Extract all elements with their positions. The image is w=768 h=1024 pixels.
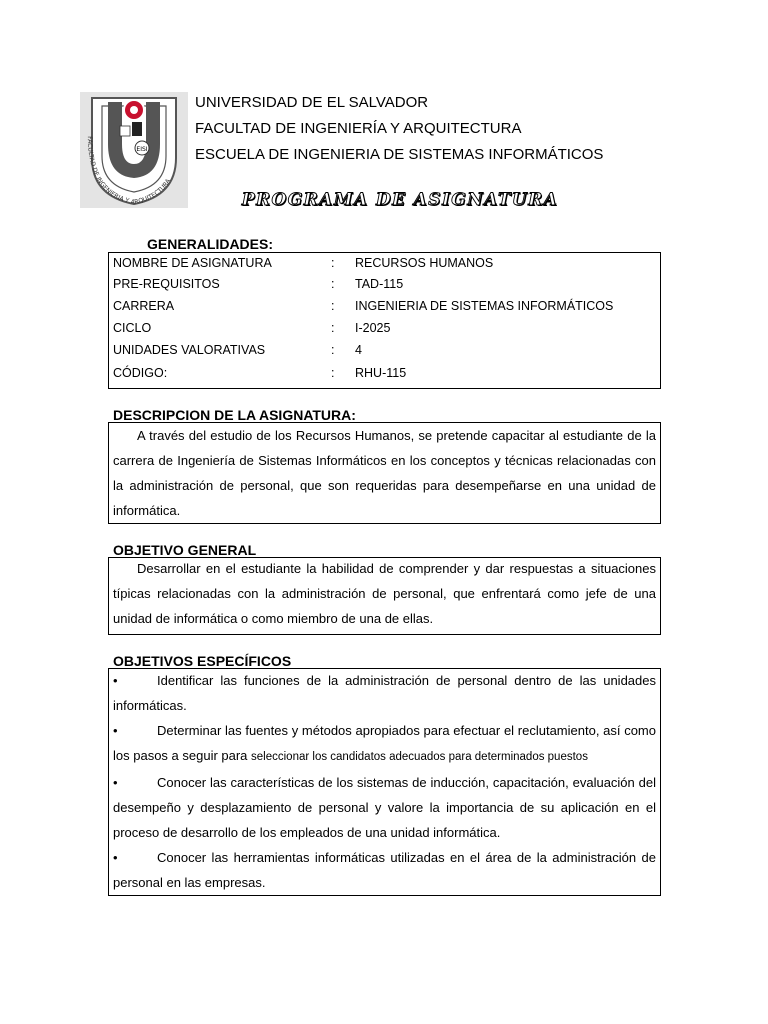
- logo-text: EISI: [136, 146, 148, 153]
- descripcion-heading: DESCRIPCION DE LA ASIGNATURA:: [113, 407, 356, 423]
- gen-colon: :: [331, 366, 335, 380]
- gen-value: RHU-115: [355, 366, 407, 380]
- gen-label: PRE-REQUISITOS: [113, 277, 220, 291]
- bullet-icon: •: [113, 775, 118, 790]
- list-item: [113, 845, 656, 895]
- objective-text: Identificar las funciones de la administración de personal dentro de las unidades informáticas.: [113, 673, 656, 713]
- descripcion-box: [108, 422, 661, 524]
- descripcion-text: A través del estudio de los Recursos Humanos, se pretende capacitar al estudiante de la carrera de Ingeniería de Sistemas Informáticos en los conceptos y técnicas relacionadas con la administración de personal, que son requeridas para desempeñarse en una unidad de informática.: [113, 428, 656, 518]
- page-title-text: PROGRAMA DE ASIGNATURA: [241, 190, 559, 210]
- bullet-icon: •: [113, 673, 118, 688]
- list-item: [113, 718, 656, 770]
- school-name: ESCUELA DE INGENIERIA DE SISTEMAS INFORMÁTICOS: [195, 146, 604, 163]
- university-name: UNIVERSIDAD DE EL SALVADOR: [195, 94, 429, 111]
- objetivos-especificos-heading: OBJETIVOS ESPECÍFICOS: [113, 653, 292, 669]
- gen-label: CARRERA: [113, 299, 175, 313]
- objective-text: Conocer las características de los sistemas de inducción, capacitación, evaluación del desempeño y desplazamiento de personal y valore la importancia de su aplicación en el proceso de desarrollo de los empleados de una unidad informática.: [113, 775, 656, 840]
- objetivos-list: [113, 668, 656, 895]
- gen-colon: :: [331, 256, 335, 270]
- objective-text-small: seleccionar los candidatos adecuados para determinados puestos: [251, 751, 588, 763]
- gen-value: 4: [355, 343, 362, 357]
- gen-value: TAD-115: [355, 277, 404, 291]
- objetivos-especificos-box: [108, 668, 661, 896]
- gen-value: I-2025: [355, 321, 391, 335]
- objective-text: Conocer las herramientas informáticas utilizadas en el área de la administración de personal en las empresas.: [113, 850, 656, 890]
- gen-value: INGENIERIA DE SISTEMAS INFORMÁTICOS: [355, 299, 614, 313]
- gen-colon: :: [331, 343, 335, 357]
- gen-label: UNIDADES VALORATIVAS: [113, 343, 266, 357]
- list-item: [113, 770, 656, 845]
- objetivo-general-text: Desarrollar en el estudiante la habilidad de comprender y dar respuestas a situaciones típicas relacionadas con la administración de personal, que enfrentará como jefe de una unidad de informática o como miembro de una de ellas.: [113, 561, 656, 626]
- gen-value: RECURSOS HUMANOS: [355, 256, 494, 270]
- page-title: [0, 190, 768, 210]
- objetivo-general-heading: OBJETIVO GENERAL: [113, 542, 257, 558]
- faculty-name: FACULTAD DE INGENIERÍA Y ARQUITECTURA: [195, 120, 522, 137]
- bullet-icon: •: [113, 850, 118, 865]
- generalidades-heading: GENERALIDADES:: [147, 236, 274, 252]
- gen-colon: :: [331, 321, 335, 335]
- gen-colon: :: [331, 299, 335, 313]
- bullet-icon: •: [113, 723, 118, 738]
- objective-text: Determinar las fuentes y métodos apropiados para efectuar el reclutamiento, así como los pasos a seguir para: [113, 723, 656, 763]
- gen-label: NOMBRE DE ASIGNATURA: [113, 256, 272, 270]
- gen-label: CICLO: [113, 321, 152, 335]
- gen-colon: :: [331, 277, 335, 291]
- objetivo-general-box: [108, 557, 661, 635]
- list-item: [113, 668, 656, 718]
- logo-ring-text: FACULTAD DE INGENIERIA Y ARQUITECTURA: [85, 136, 173, 207]
- gen-label: CÓDIGO:: [113, 366, 168, 380]
- generalidades-table: [108, 252, 661, 389]
